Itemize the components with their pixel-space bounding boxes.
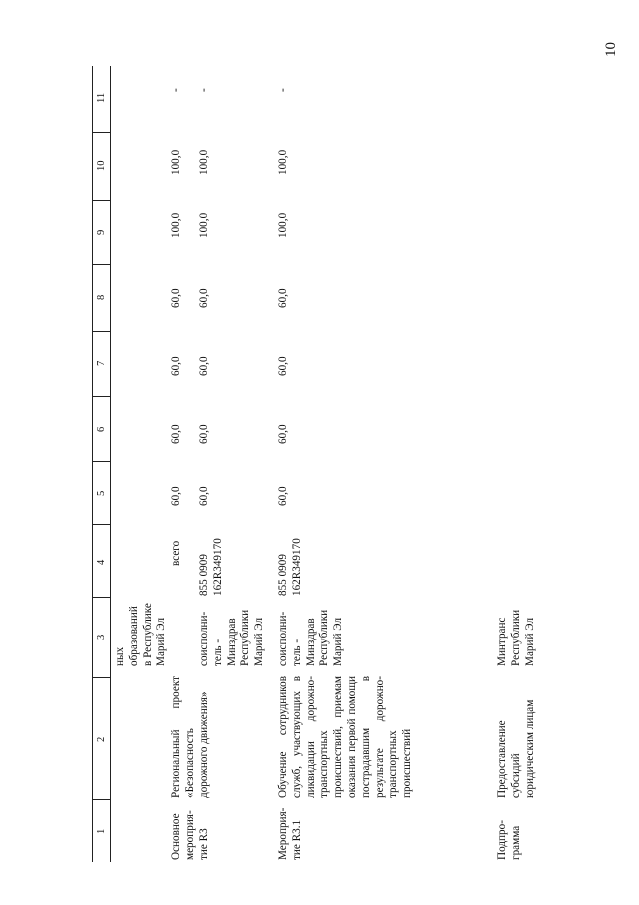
value-cell: 60,0 bbox=[170, 356, 182, 376]
row-description: Региональный проект «Безопасность дорожного движения» bbox=[170, 676, 210, 798]
value-cell: 100,0 bbox=[277, 149, 289, 175]
value-cell: 60,0 bbox=[198, 356, 210, 376]
value-cell: 60,0 bbox=[198, 424, 210, 444]
col-header: 9 bbox=[96, 229, 107, 235]
value-cell: 60,0 bbox=[170, 288, 182, 308]
col-sep bbox=[92, 677, 110, 678]
budget-code-cell: 855 0909 162R349170 bbox=[277, 538, 303, 596]
value-cell: 60,0 bbox=[277, 288, 289, 308]
row-label: Подпро- грамма bbox=[496, 820, 522, 860]
value-cell: 60,0 bbox=[170, 424, 182, 444]
col-header: 3 bbox=[96, 634, 107, 640]
page-number: 10 bbox=[603, 42, 619, 57]
value-cell: 60,0 bbox=[277, 424, 289, 444]
table-top-rule bbox=[92, 66, 93, 862]
header-bottom-rule bbox=[110, 66, 111, 862]
value-cell: 100,0 bbox=[170, 149, 182, 175]
col-header: 7 bbox=[96, 360, 107, 366]
col-header: 11 bbox=[96, 92, 107, 103]
value-cell: 100,0 bbox=[198, 212, 210, 238]
value-cell: - bbox=[198, 88, 210, 92]
col-sep bbox=[92, 524, 110, 525]
value-cell: - bbox=[277, 88, 289, 92]
value-cell: 60,0 bbox=[277, 356, 289, 376]
col-sep bbox=[92, 799, 110, 800]
value-cell: 60,0 bbox=[198, 288, 210, 308]
value-cell: - bbox=[170, 88, 182, 92]
col-sep bbox=[92, 597, 110, 598]
col-sep bbox=[92, 396, 110, 397]
row-label: Мероприя- тие R3.1 bbox=[277, 807, 303, 860]
col-header: 8 bbox=[96, 294, 107, 300]
rotated-table bbox=[92, 62, 552, 862]
col-header: 10 bbox=[96, 160, 107, 171]
col-sep bbox=[92, 264, 110, 265]
value-cell: 100,0 bbox=[170, 212, 182, 238]
col-sep bbox=[92, 331, 110, 332]
col-header: 4 bbox=[96, 559, 107, 565]
col-header: 1 bbox=[96, 828, 107, 834]
row-description: Предоставление субсидий юридическим лицам bbox=[496, 699, 536, 798]
value-cell: 100,0 bbox=[277, 212, 289, 238]
col-header: 2 bbox=[96, 736, 107, 742]
col-sep bbox=[92, 132, 110, 133]
row-description: Обучение сотрудников служб, участвующих в ликвидации дорожно-транспортных происшествий, приемам оказания первой помощи пострадавшим в результате дорожно-транспортных происшествий bbox=[277, 676, 414, 798]
col-header: 5 bbox=[96, 490, 107, 496]
budget-code-cell: 855 0909 162R349170 bbox=[198, 538, 224, 596]
row-label: Основное мероприя- тие R3 bbox=[170, 810, 210, 860]
col-sep bbox=[92, 200, 110, 201]
value-cell: 60,0 bbox=[198, 486, 210, 506]
continuation-cell: ных образований в Республике Марий Эл bbox=[114, 603, 168, 666]
col-header: 6 bbox=[96, 426, 107, 432]
value-cell: 100,0 bbox=[198, 149, 210, 175]
col-sep bbox=[92, 461, 110, 462]
budget-code-cell: всего bbox=[170, 540, 182, 566]
value-cell: 60,0 bbox=[277, 486, 289, 506]
executor-cell: соисполни- тель - Минздрав Республики Марий Эл bbox=[198, 609, 266, 666]
executor-cell: Минтранс Республики Марий Эл bbox=[496, 609, 536, 666]
executor-cell: соисполни- тель - Минздрав Республики Марий Эл bbox=[277, 609, 345, 666]
value-cell: 60,0 bbox=[170, 486, 182, 506]
